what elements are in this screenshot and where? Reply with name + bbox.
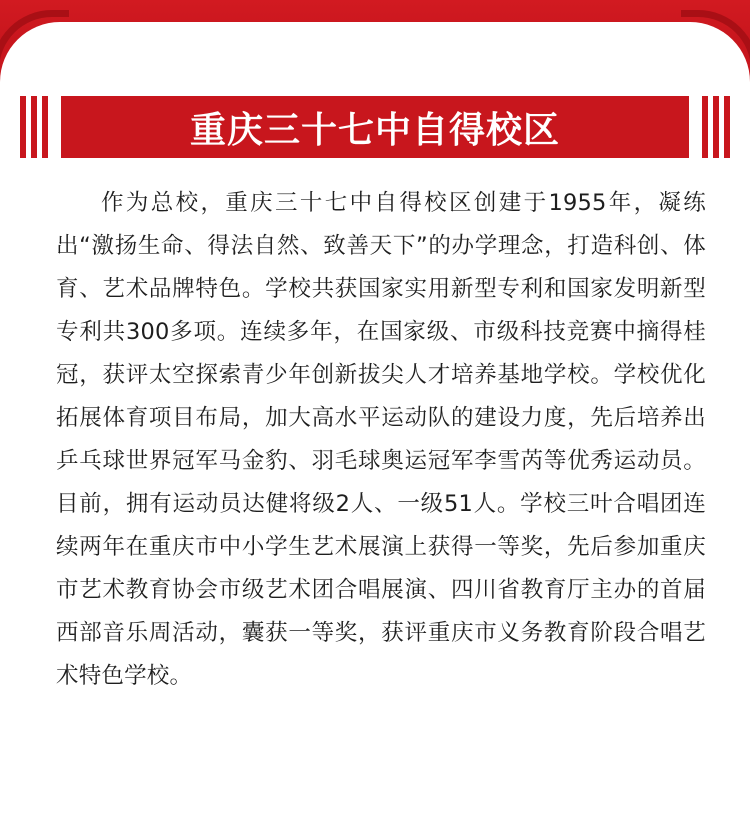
- title-bar: [61, 96, 689, 158]
- right-stripe-3: [724, 96, 730, 158]
- right-stripe-1: [702, 96, 708, 158]
- left-stripe-1: [20, 96, 26, 158]
- left-stripe-3: [42, 96, 48, 158]
- section-title-banner: [20, 96, 730, 158]
- section-title: 重庆三十七中自得校区: [189, 108, 560, 151]
- right-stripe-2: [713, 96, 719, 158]
- school-description-paragraph: 作为总校，重庆三十七中自得校区创建于1955年，凝练出“激扬生命、得法自然、致善天下”的办学理念，打造科创、体育、艺术品牌特色。学校共获国家实用新型专利和国家发明新型专利共300多项。连续多年，在国家级、市级科技竞赛中摘得桂冠，获评太空探索青少年创新拔尖人才培养基地学校。学校优化拓展体育项目布局，加大高水平运动队的建设力度，先后培养出乒乓球世界冠军马金豹、羽毛球奥运冠军李雪芮等优秀运动员。目前，拥有运动员达健将级2人、一级51人。学校三叶合唱团连续两年在重庆市中小学生艺术展演上获得一等奖，先后参加重庆市艺术教育协会市级艺术团合唱展演、四川省教育厅主办的首届西部音乐周活动，囊获一等奖，获评重庆市义务教育阶段合唱艺术特色学校。: [56, 190, 706, 689]
- left-stripe-2: [31, 96, 37, 158]
